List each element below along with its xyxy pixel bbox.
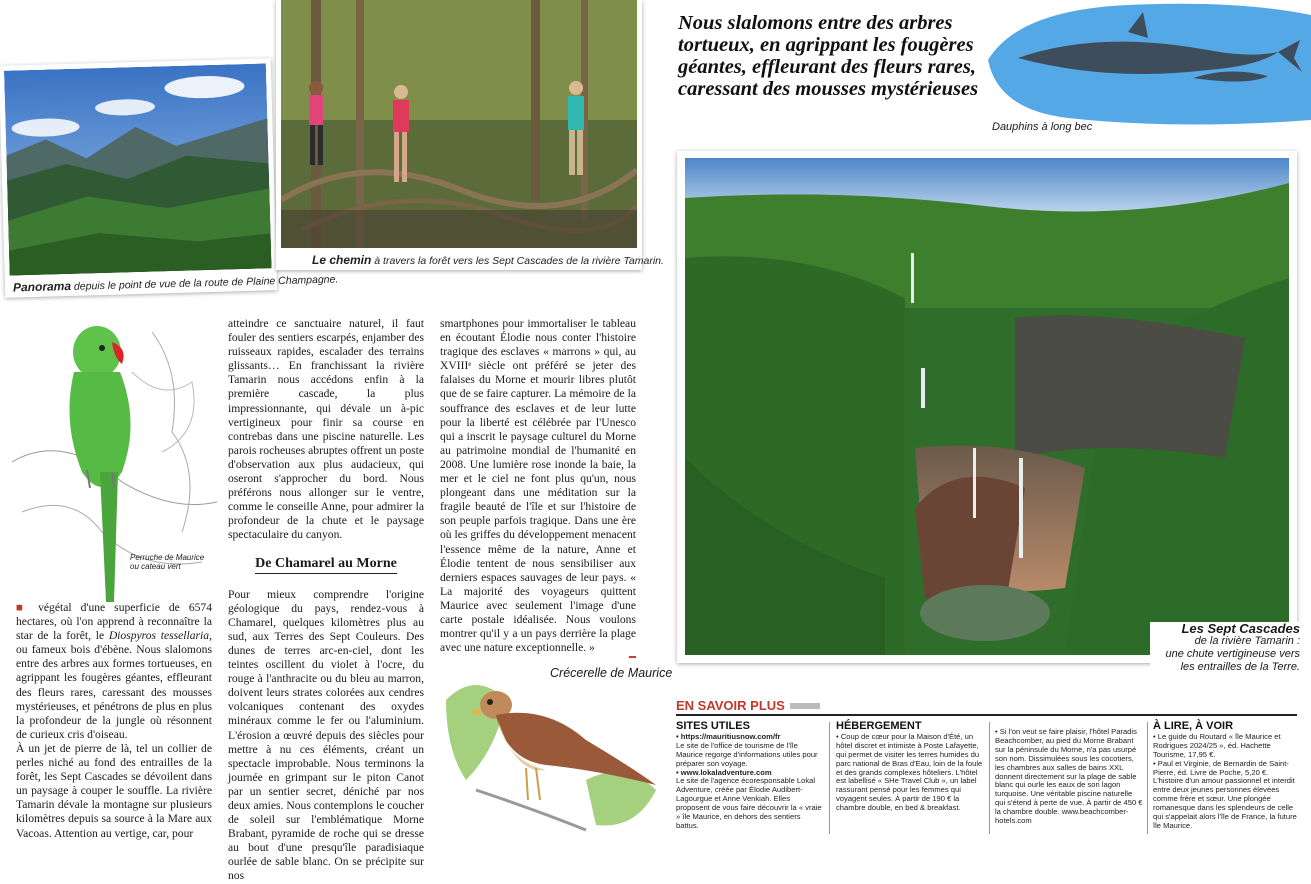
- info-text: • Si l'on veut se faire plaisir, l'hôtel Paradis Beachcomber, au pied du Morne Brabant sur la péninsule du Morne, n'a pas usurpé son nom. Dissimulées sous les cocotiers, les chambres aux salles de bains XXL donnent directement sur la plage de sable blanc qui ourle les eaux de son lagon turquoise. Une véritable piscine naturelle qui s'étend à perte de vue. À partir de 450 € la chambre double. www.beachcomber-hotels.com: [995, 727, 1143, 826]
- panorama-caption: [13, 271, 339, 294]
- cascades-photo: [677, 151, 1297, 663]
- info-text: Le site de l'office de tourisme de l'île Maurice regorge d'informations utiles pour préparer son voyage.: [676, 740, 818, 768]
- info-sites-title: SITES UTILES: [676, 720, 750, 732]
- info-sites-column: [676, 722, 824, 831]
- end-marker: ━: [629, 651, 636, 665]
- kestrel-illustration: [436, 660, 666, 840]
- info-text: • Coup de cœur pour la Maison d'Été, un hôtel discret et intimiste à Poste Lafayette, qui permet de visiter les terres humides du parc national de Bras d'Eau, loin de la foule et des grands complexes hôteliers. L'hôtel est labellisé « SHe Travel Club », un label rassurant pensé pour les femmes qui voyagent seules. À partir de 190 € la chambre double, en bed & breakfast.: [836, 731, 983, 813]
- dolphins-illustration: [978, 0, 1311, 130]
- panorama-caption-text: depuis le point de vue de la route de Plaine Champagne.: [73, 273, 339, 293]
- chemin-image: [281, 0, 637, 248]
- info-text: • Paul et Virginie, de Bernardin de Saint-Pierre, éd. Livre de Poche, 5,20 €. L'histoire d'un amour passionnel et interdit entre deux jeunes personnes élevées comme frère et sœur. Une plongée romanesque dans les splendeurs de celle qui s'appelait alors l'île de France, la future île Maurice.: [1153, 758, 1297, 830]
- article-text: végétal d'une superficie de 6574 hectares, où l'on apprend à reconnaître la star de la forêt, le: [16, 601, 213, 643]
- article-paragraph: À un jet de pierre de là, tel un collier de perles niché au fond des entrailles de la forêt, les Sept Cascades se dévoilent dans un paysage à couper le souffle. La rivière Tamarin dévale la montagne sur plusieurs kilomètres depuis sa source à la Mare aux Vacoas. Attention au vertige, car, pour: [16, 741, 212, 840]
- parrot-caption-line: ou cateau vert: [130, 562, 181, 571]
- chemin-caption-bold: Le chemin: [312, 253, 372, 267]
- article-column-2: [228, 317, 424, 884]
- article-column-3: [440, 317, 636, 665]
- paragraph-marker: ■: [16, 601, 30, 614]
- section-subhead: De Chamarel au Morne: [255, 557, 397, 574]
- article-paragraph: [16, 601, 212, 742]
- info-divider: [676, 714, 1297, 716]
- info-link[interactable]: • https://mauritiusnow.com/fr: [676, 731, 781, 741]
- info-title: EN SAVOIR PLUS: [676, 698, 785, 713]
- info-hebergement-column-2: [995, 728, 1143, 826]
- article-paragraph: smartphones pour immortaliser le tableau en écoutant Élodie nous conter l'histoire tragique des esclaves « marrons » qui, au XVIIIᵉ siècle ont préféré se jeter des falaises du Morne et mourir libres plutôt que de se faire capturer. La mémoire de la souffrance des esclaves et de leur lutte pour la liberté est célébrée par l'Unesco qui a inscrit le paysage culturel du Morne au patrimoine mondial de l'humanité en 2008. Une lumière rose inonde la baie, la mer et le ciel ne font plus qu'un, nous plongeant dans une méditation sur la fragile beauté de l'île et sur l'histoire de son peuple parfois tragique. Dans une ère où les griffes du développement menacent l'essence même de la nature, Anne et Élodie tentent de nous sensibiliser aux derniers espaces sauvages de leur pays. « La majorité des voyageurs quittent Maurice avec seulement l'image d'une carte postale idéalisée. Nous voulons montrer qu'il y a un pays derrière la plage avec une nature exceptionnelle. »: [440, 317, 636, 655]
- cascades-caption-line: une chute vertigineuse vers: [1165, 648, 1300, 660]
- info-separator: [989, 722, 990, 834]
- dolphins-caption: Dauphins à long bec: [992, 121, 1093, 133]
- kestrel-caption: Crécerelle de Maurice: [550, 666, 673, 680]
- info-text: Le site de l'agence écoresponsable Lokal Adventure, créée par Élodie Audibert-Lagourgue et Anne Venkiah. Elles proposent de vous faire découvrir la « vraie » île Maurice, en dehors des sentiers battus.: [676, 776, 822, 830]
- info-text: • Le guide du Routard « île Maurice et Rodrigues 2024/25 », éd. Hachette Tourisme, 17,95 €.: [1153, 731, 1281, 759]
- info-title-bar: [790, 703, 820, 709]
- panorama-image: [4, 63, 272, 275]
- pull-quote: Nous slalomons entre des arbres tortueux, en agrippant les fougères géantes, effleurant des fleurs rares, caressant des mousses mystérieuses: [678, 12, 979, 100]
- panorama-photo: [0, 58, 339, 298]
- info-lire-title: À LIRE, À VOIR: [1153, 720, 1234, 732]
- article-text-italic: Diospyros tessellaria: [108, 629, 210, 643]
- info-link[interactable]: • www.lokaladventure.com: [676, 767, 772, 777]
- cascades-caption-line: les entrailles de la Terre.: [1180, 661, 1300, 673]
- article-column-1: [16, 601, 212, 841]
- info-hebergement-column: [836, 722, 986, 813]
- cascades-caption: [1150, 622, 1304, 674]
- chemin-caption-text: à travers la forêt vers les Sept Cascades de la rivière Tamarin.: [374, 255, 664, 267]
- info-separator: [829, 722, 830, 834]
- cascades-caption-bold: Les Sept Cascades: [1181, 621, 1300, 636]
- article-text: , ou fameux bois d'ébène. Nous slalomons entre des arbres aux formes tortueuses, en agrippant les fougères géantes, effleurant des fleurs rares, caressant des mousses mystérieuses, et pénétrons de plus en plus la profondeur de la jungle où résonnent de curieux cris d'oiseau.: [16, 629, 212, 741]
- info-lire-column: [1153, 722, 1297, 831]
- info-hebergement-title: HÉBERGEMENT: [836, 720, 922, 732]
- parrot-caption: [130, 553, 204, 571]
- cascades-caption-line: de la rivière Tamarin :: [1194, 635, 1300, 647]
- article-paragraph: Pour mieux comprendre l'origine géologique du pays, rendez-vous à Chamarel, quelques kilomètres plus au sud, aux Terres des Sept Couleurs. Des dunes de terres arc-en-ciel, dont les teintes oscillent du violet à l'ocre, du rouge à l'anthracite ou du bleu au marron, doivent leurs strates colorées aux cendres volcaniques contenant des oxydes minéraux comme le fer ou l'aluminium. L'érosion a œuvré depuis des siècles pour mettre à nu ces éléments, créant un spectacle improbable. Nous terminons la journée en grimpant sur le piton Canot par un sentier secret, déniché par nos deux amies. Nous contemplons le coucher de soleil sur l'emblématique Morne Brabant, pyramide de roche qui se dresse au bout d'une presqu'île paradisiaque ourlée de sable blanc. On se précipite sur nos: [228, 587, 424, 883]
- panorama-caption-bold: Panorama: [12, 278, 72, 295]
- chemin-caption: [312, 253, 664, 267]
- parrot-caption-line: Perruche de Maurice: [130, 553, 205, 562]
- chemin-photo: [276, 0, 664, 270]
- cascades-image: [685, 158, 1289, 655]
- article-paragraph: atteindre ce sanctuaire naturel, il faut fouler des sentiers escarpés, enjamber des ruisseaux rapides, escalader des terrains glissants… En franchissant la rivière Tamarin nous accédons enfin à la première cascade, la plus impressionnante, qui dévale un à-pic vertigineux pour finir sa course en contrebas dans une piscine naturelle. Les parois rocheuses abruptes offrent un poste d'observation aux plus audacieux, qui oseront s'approcher du bord. Nous préférons nous allonger sur le ventre, comme le conseille Anne, pour admirer la profondeur de la chute et le paysage spectaculaire du canyon.: [228, 317, 424, 542]
- info-separator: [1147, 722, 1148, 834]
